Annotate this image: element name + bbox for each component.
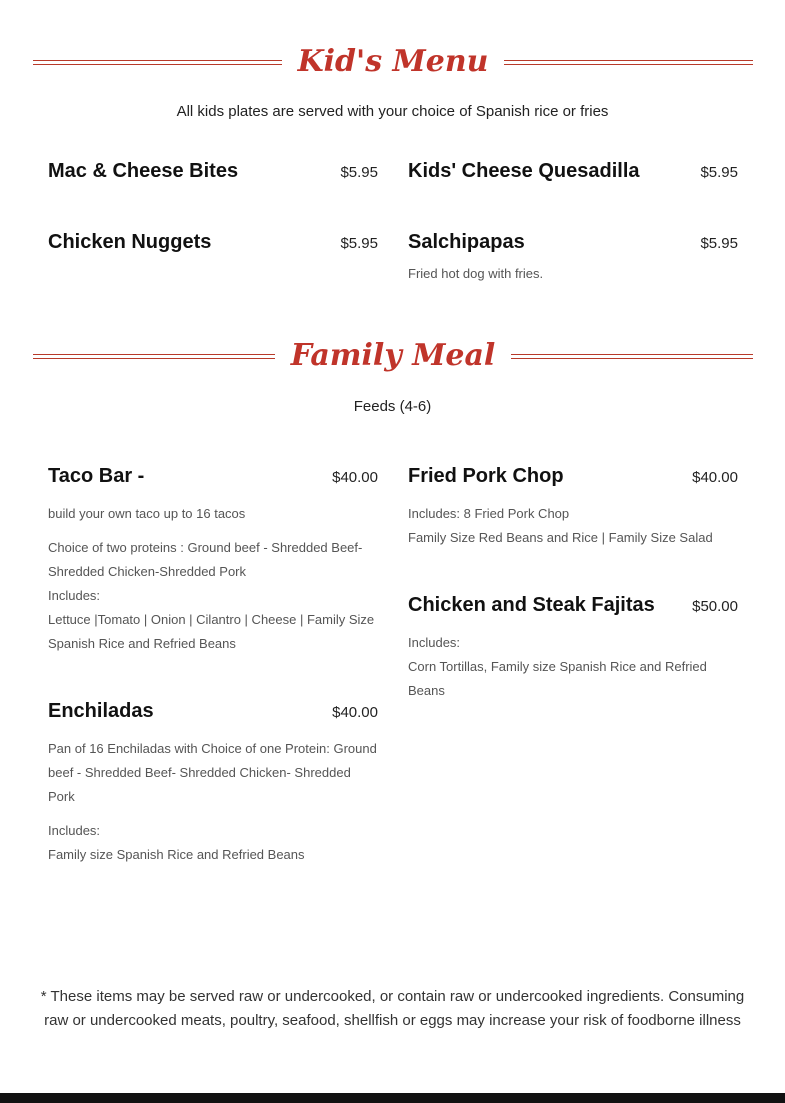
- item-description: Choice of two proteins : Ground beef - Shredded Beef- Shredded Chicken-Shredded Pork: [48, 540, 363, 579]
- kids-menu-subtitle: All kids plates are served with your choice of Spanish rice or fries: [176, 103, 609, 120]
- item-description: Family Size Red Beans and Rice | Family Size Salad: [408, 530, 713, 545]
- divider-line: [33, 354, 275, 359]
- item-description: Family size Spanish Rice and Refried Beans: [48, 847, 305, 862]
- allergen-footnote: * These items may be served raw or undercooked, or contain raw or undercooked ingredients. Consuming raw or undercooked meats, poultry, seafood, shellfish or eggs may increase your risk of foodborne illness: [40, 988, 745, 1029]
- item-name: Chicken and Steak Fajitas: [408, 594, 655, 616]
- menu-item-salchipapas: [408, 231, 738, 286]
- item-description: Fried hot dog with fries.: [408, 266, 544, 281]
- item-description: Includes: 8 Fried Pork Chop: [408, 506, 570, 521]
- menu-item-mac-cheese-bites: [48, 160, 378, 183]
- item-name: Mac & Cheese Bites: [48, 160, 239, 182]
- item-price: $40.00: [692, 469, 738, 486]
- divider-line: [511, 354, 753, 359]
- menu-item-chicken-nuggets: [48, 231, 378, 254]
- menu-item-taco-bar: [48, 465, 378, 656]
- family-meal-header: [33, 336, 753, 376]
- item-name: Enchiladas: [48, 700, 154, 722]
- item-price: $5.95: [700, 164, 738, 181]
- item-description: Includes:: [48, 823, 101, 838]
- family-meal-title: Family Meal: [290, 338, 496, 373]
- item-price: $5.95: [340, 235, 378, 252]
- item-description: Includes:: [48, 588, 101, 603]
- menu-item-enchiladas: [48, 700, 378, 867]
- item-price: $40.00: [332, 704, 378, 721]
- item-description: build your own taco up to 16 tacos: [48, 506, 246, 521]
- item-price: $40.00: [332, 469, 378, 486]
- item-price: $5.95: [700, 235, 738, 252]
- menu-item-kids-cheese-quesadilla: [408, 160, 738, 183]
- item-name: Taco Bar -: [48, 465, 145, 487]
- item-description: Pan of 16 Enchiladas with Choice of one Protein: Ground beef - Shredded Beef- Shredded Chicken- Shredded Pork: [48, 741, 377, 804]
- item-name: Fried Pork Chop: [408, 465, 564, 487]
- item-price: $5.95: [340, 164, 378, 181]
- item-name: Salchipapas: [408, 231, 525, 253]
- kids-menu-header: [33, 42, 753, 82]
- kids-menu-title: Kid's Menu: [297, 44, 489, 79]
- item-name: Kids' Cheese Quesadilla: [408, 160, 640, 182]
- menu-item-chicken-steak-fajitas: [408, 594, 738, 703]
- item-description: Lettuce |Tomato | Onion | Cilantro | Cheese | Family Size Spanish Rice and Refried Beans: [48, 612, 375, 651]
- bottom-bar: [0, 1093, 785, 1103]
- family-meal-subtitle: Feeds (4-6): [353, 398, 432, 415]
- menu-item-fried-pork-chop: [408, 465, 738, 550]
- item-name: Chicken Nuggets: [48, 231, 212, 253]
- item-price: $50.00: [692, 598, 738, 615]
- divider-line: [504, 60, 753, 65]
- item-description: Includes:: [408, 635, 461, 650]
- divider-line: [33, 60, 282, 65]
- item-description: Corn Tortillas, Family size Spanish Rice and Refried Beans: [408, 659, 707, 698]
